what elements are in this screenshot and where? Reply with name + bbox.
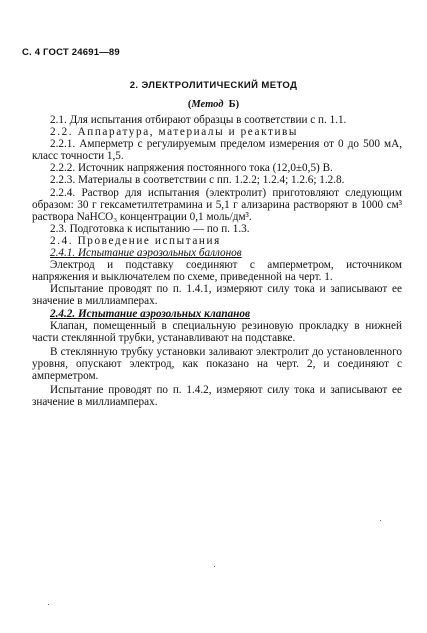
heading-2-4-2-text: 2.4.2. Испытание аэрозольных клапанов [50, 307, 250, 320]
method-open-paren: ( [187, 99, 192, 110]
heading-2-2: 2.2. Аппаратура, материалы и реактивы [50, 126, 299, 139]
heading-2-4-2 [32, 308, 402, 320]
paragraph-2-3: 2.3. Подготовка к испытанию — по п. 1.3. [50, 222, 250, 235]
body-text [32, 114, 402, 408]
paragraph-2-4-1-b: Испытание проводят по п. 1.4.1, измеряют силу тока и записывают ее значение в миллиамперах. [32, 283, 402, 308]
method-close-paren: ) [235, 99, 240, 110]
method-word: Метод [191, 99, 224, 110]
method-subtitle [0, 99, 427, 110]
section-title: 2. ЭЛЕКТРОЛИТИЧЕСКИЙ МЕТОД [129, 80, 298, 91]
paragraph-2-4-1-a: Электрод и подставку соединяют с амперметром, источником напряжения и выключателем по схеме, приведенной на черт. 1. [32, 259, 402, 284]
paragraph-2-2-2: 2.2.2. Источник напряжения постоянного тока (12,0±0,5) В. [50, 162, 333, 175]
paragraph-2-2-4: 2.2.4. Раствор для испытания (электролит) приготовляют следующим образом: 30 г гексаметилтетрамина и 5,1 г ализарина растворяют в 1000 см³ раствора NaHCO₃ концентрации 0,1 моль/дм³. [32, 186, 402, 223]
paragraph-2-1: 2.1. Для испытания отбирают образцы в соответствии с п. 1.1. [50, 114, 347, 126]
method-letter: Б [228, 99, 236, 110]
heading-2-4-1 [32, 247, 402, 259]
paragraph-2-2-3: 2.2.3. Материалы в соответствии с пп. 1.2.2; 1.2.4; 1.2.6; 1.2.8. [50, 174, 345, 187]
page-header: С. 4 ГОСТ 24691—89 [22, 47, 120, 58]
heading-2-4-1-text: 2.4.1. Испытание аэрозольных баллонов [50, 247, 242, 260]
paragraph-2-4-2-a: Клапан, помещенный в специальную резиновую прокладку в нижней части стеклянной трубки, устанавливают на подставке. [32, 319, 402, 344]
heading-2-4: 2.4. Проведение испытания [50, 234, 221, 247]
paragraph-2-2-1: 2.2.1. Амперметр с регулируемым пределом измерения от 0 до 500 мА, класс точности 1,5. [32, 138, 402, 163]
paragraph-2-4-2-b: В стеклянную трубку установки заливают электролит до установленного уровня, опускают электрод, как показано на черт. 2, и соединяют с амперметром. [32, 345, 402, 382]
paragraph-2-4-2-c: Испытание проводят по п. 1.4.2, измеряют силу тока и записывают ее значение в миллиамперах. [32, 384, 402, 409]
